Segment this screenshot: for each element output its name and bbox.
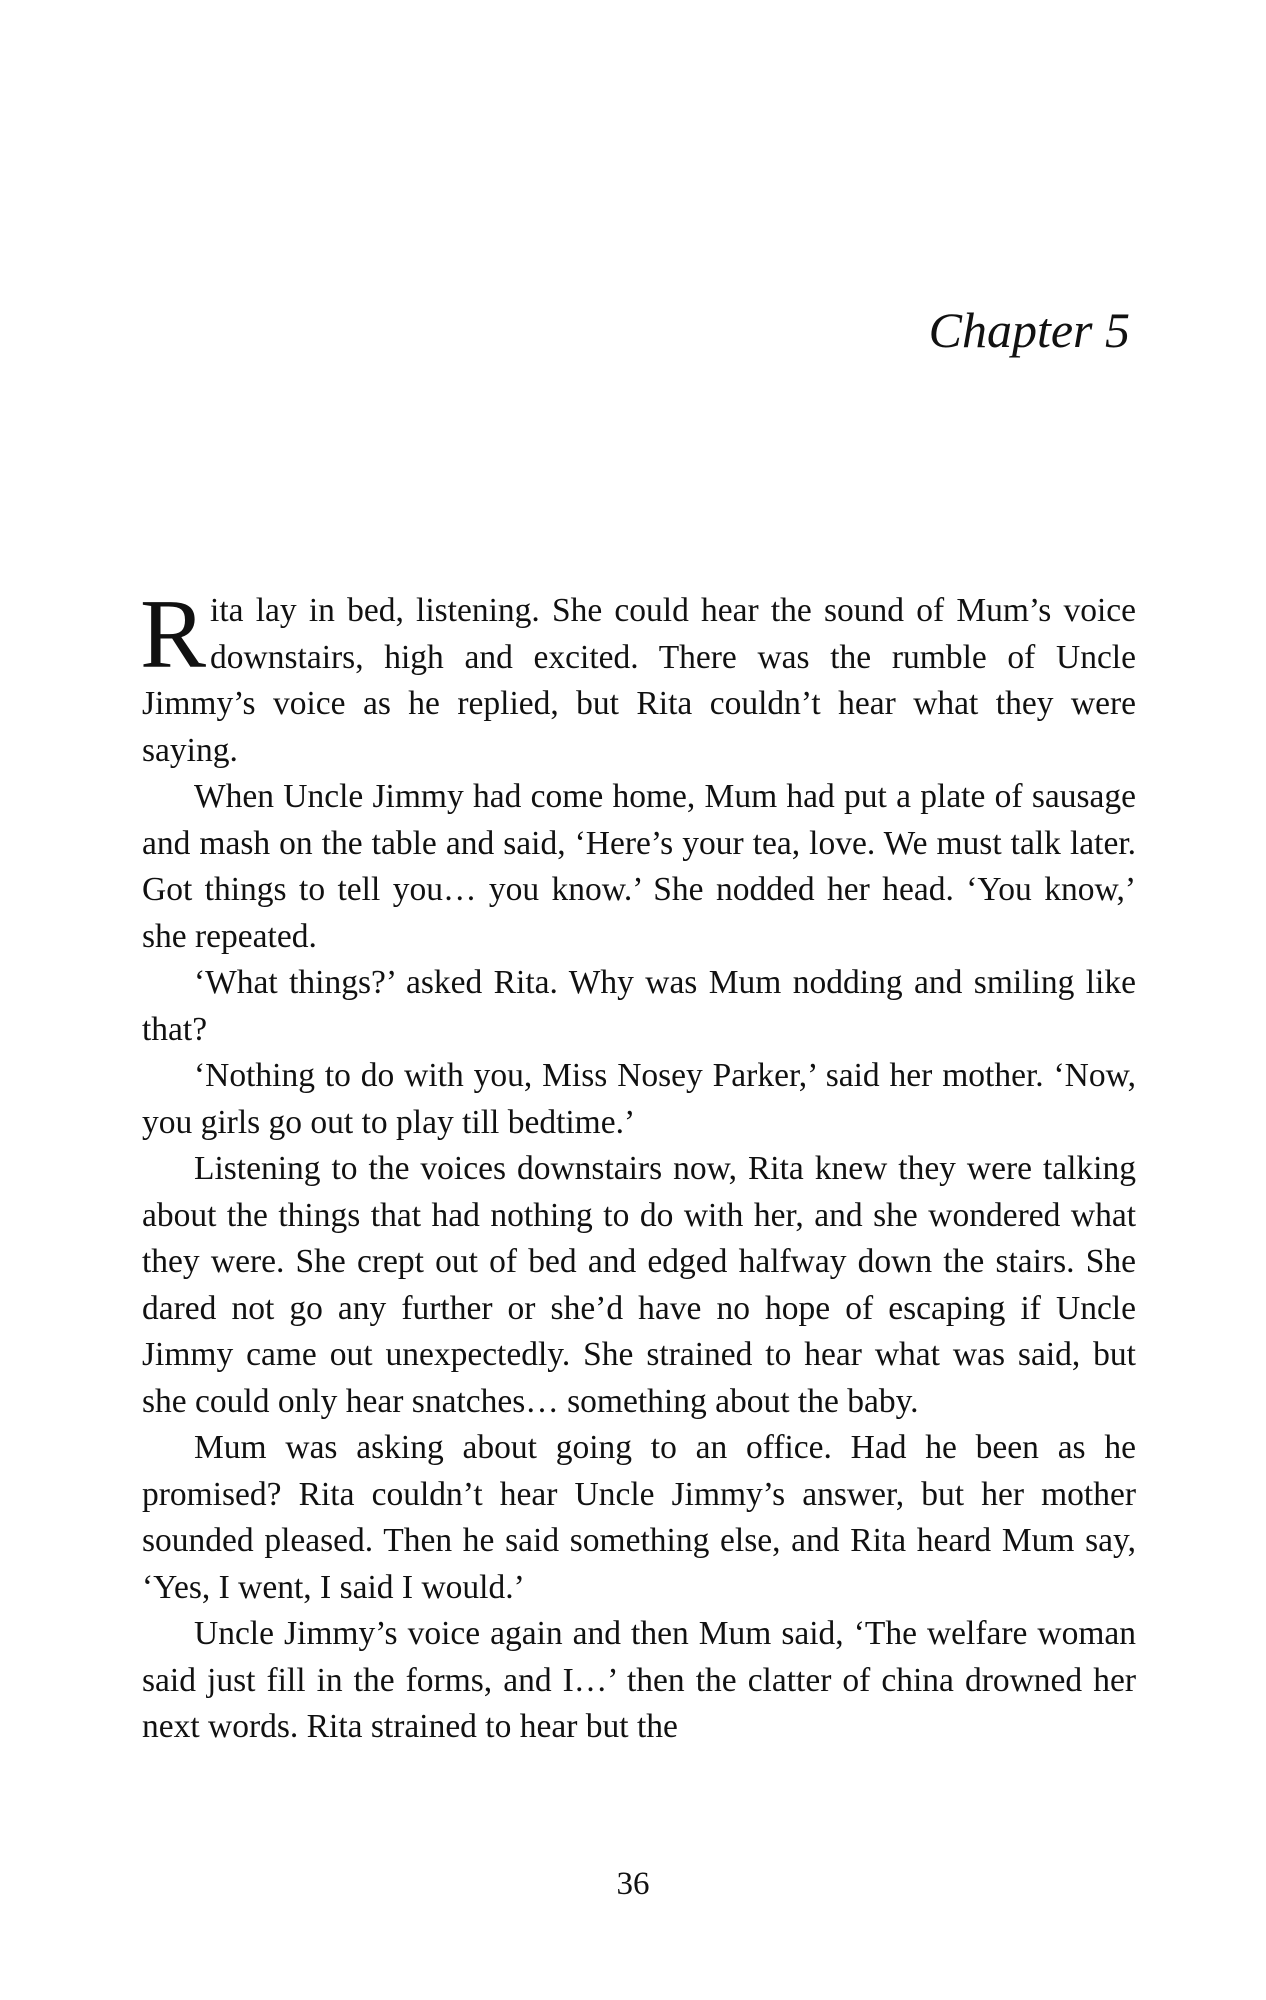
paragraph-7: Uncle Jimmy’s voice again and then Mum said, ‘The welfare woman said just fill in the forms, and I…’ then the clatter of china drowned her next words. Rita strained to hear but the (142, 1615, 1136, 1745)
chapter-body (140, 580, 1136, 1751)
paragraph-3: ‘What things?’ asked Rita. Why was Mum nodding and smiling like that? (142, 964, 1136, 1048)
paragraph-6: Mum was asking about going to an office. Had he been as he promised? Rita couldn’t hear Uncle Jimmy’s answer, but her mother sounded pleased. Then he said something else, and Rita heard Mum say, ‘Yes, I went, I said I would.’ (142, 1429, 1136, 1606)
page-number: 36 (616, 1866, 650, 1902)
paragraph-5: Listening to the voices downstairs now, Rita knew they were talking about the things that had nothing to do with her, and she wondered what they were. She crept out of bed and edged halfway down the stairs. She dared not go any further or she’d have no hope of escaping if Uncle Jimmy came out unexpectedly. She strained to hear what was said, but she could only hear snatches… something about the baby. (142, 1150, 1136, 1420)
chapter-title: Chapter 5 (928, 302, 1130, 358)
paragraph-1 (140, 580, 1136, 774)
paragraph-4: ‘Nothing to do with you, Miss Nosey Parker,’ said her mother. ‘Now, you girls go out to play till bedtime.’ (142, 1057, 1136, 1141)
drop-cap: R (140, 580, 207, 689)
paragraph-2: When Uncle Jimmy had come home, Mum had put a plate of sausage and mash on the table and said, ‘Here’s your tea, love. We must talk later. Got things to tell you… you know.’ She nodded her head. ‘You know,’ she repeated. (142, 778, 1136, 955)
paragraph-1-text: ita lay in bed, listening. She could hear the sound of Mum’s voice downstairs, high and excited. There was the rumble of Uncle Jimmy’s voice as he replied, but Rita couldn’t hear what they were saying. (142, 592, 1136, 769)
